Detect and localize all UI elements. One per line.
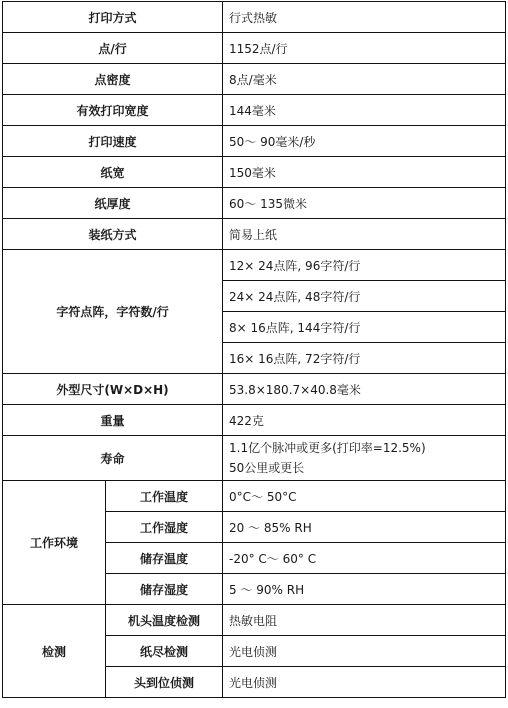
table-row xyxy=(3,250,506,281)
row-label-paper-width: 纸宽 xyxy=(3,157,223,188)
env-label-operating-temp: 工作温度 xyxy=(106,481,223,512)
detect-label-head-temp: 机头温度检测 xyxy=(106,605,223,636)
detect-value-head-temp: 热敏电阻 xyxy=(223,605,506,636)
detect-value-head-position: 光电侦测 xyxy=(223,667,506,698)
table-row xyxy=(3,33,506,64)
table-row xyxy=(3,405,506,436)
row-label-weight: 重量 xyxy=(3,405,223,436)
row-value-paper-loading: 简易上纸 xyxy=(223,219,506,250)
env-value-operating-humidity: 20 ～ 85% RH xyxy=(223,512,506,543)
lifespan-line-1: 1.1亿个脉冲或更多(打印率=12.5%) xyxy=(229,441,426,455)
row-label-print-speed: 打印速度 xyxy=(3,126,223,157)
lifespan-line-2: 50公里或更长 xyxy=(229,461,305,475)
table-row xyxy=(3,188,506,219)
row-label-lifespan: 寿命 xyxy=(3,436,223,481)
font-matrix-value: 8× 16点阵, 144字符/行 xyxy=(223,312,506,343)
table-row xyxy=(3,605,506,636)
table-row xyxy=(3,219,506,250)
detect-value-paper-end: 光电侦测 xyxy=(223,636,506,667)
row-value-paper-thickness: 60～ 135微米 xyxy=(223,188,506,219)
spec-table xyxy=(2,1,506,698)
table-row xyxy=(3,374,506,405)
row-label-font-matrix: 字符点阵，字符数/行 xyxy=(3,250,223,374)
group-label-environment: 工作环境 xyxy=(3,481,106,605)
row-value-weight: 422克 xyxy=(223,405,506,436)
row-value-print-width: 144毫米 xyxy=(223,95,506,126)
table-row xyxy=(3,157,506,188)
row-label-print-width: 有效打印宽度 xyxy=(3,95,223,126)
env-value-storage-humidity: 5 ～ 90% RH xyxy=(223,574,506,605)
table-row xyxy=(3,126,506,157)
row-value-dimensions: 53.8×180.7×40.8毫米 xyxy=(223,374,506,405)
detect-label-head-position: 头到位侦测 xyxy=(106,667,223,698)
env-label-storage-humidity: 储存湿度 xyxy=(106,574,223,605)
row-label-paper-loading: 装纸方式 xyxy=(3,219,223,250)
row-value-dots-per-line: 1152点/行 xyxy=(223,33,506,64)
font-matrix-value: 16× 16点阵, 72字符/行 xyxy=(223,343,506,374)
row-value-dot-density: 8点/毫米 xyxy=(223,64,506,95)
row-label-dimensions: 外型尺寸(W×D×H) xyxy=(3,374,223,405)
env-value-operating-temp: 0°C～ 50°C xyxy=(223,481,506,512)
font-matrix-value: 12× 24点阵, 96字符/行 xyxy=(223,250,506,281)
env-value-storage-temp: -20° C～ 60° C xyxy=(223,543,506,574)
table-row xyxy=(3,481,506,512)
row-value-lifespan xyxy=(223,436,506,481)
table-row xyxy=(3,95,506,126)
table-row xyxy=(3,2,506,33)
group-label-detection: 检测 xyxy=(3,605,106,698)
env-label-storage-temp: 储存温度 xyxy=(106,543,223,574)
row-label-dot-density: 点密度 xyxy=(3,64,223,95)
row-value-print-speed: 50～ 90毫米/秒 xyxy=(223,126,506,157)
row-label-dots-per-line: 点/行 xyxy=(3,33,223,64)
table-row xyxy=(3,436,506,481)
font-matrix-value: 24× 24点阵, 48字符/行 xyxy=(223,281,506,312)
row-value-paper-width: 150毫米 xyxy=(223,157,506,188)
row-label-paper-thickness: 纸厚度 xyxy=(3,188,223,219)
row-value-print-method: 行式热敏 xyxy=(223,2,506,33)
row-label-print-method: 打印方式 xyxy=(3,2,223,33)
env-label-operating-humidity: 工作湿度 xyxy=(106,512,223,543)
table-row xyxy=(3,64,506,95)
detect-label-paper-end: 纸尽检测 xyxy=(106,636,223,667)
